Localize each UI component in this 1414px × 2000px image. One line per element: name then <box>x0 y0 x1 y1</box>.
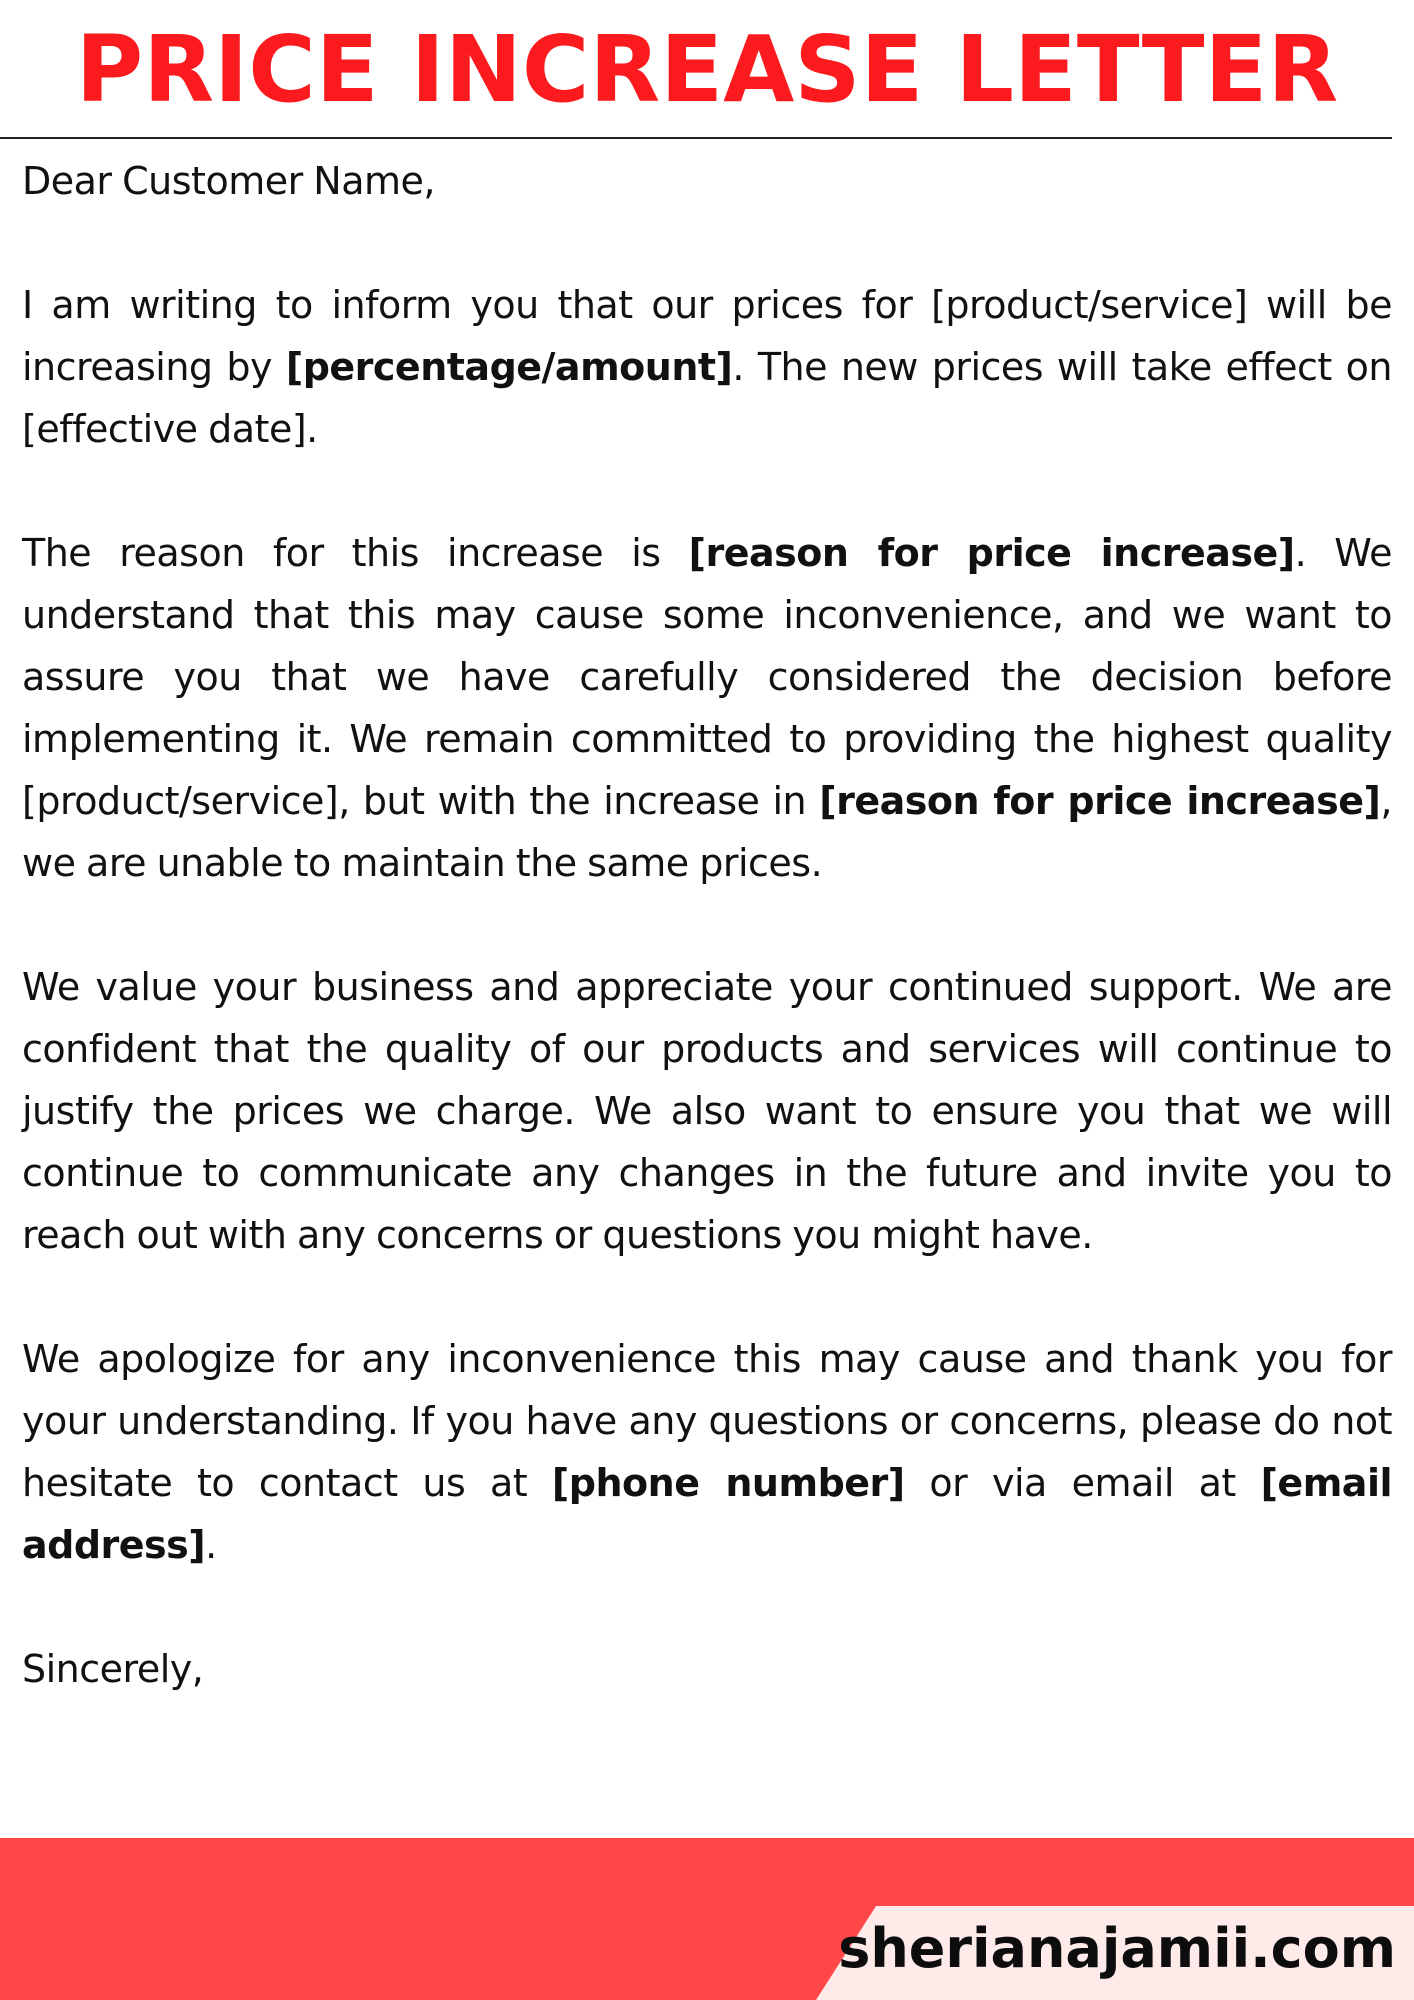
salutation: Dear Customer Name, <box>22 159 435 203</box>
reason-text-1: The reason for this increase is <box>22 531 689 575</box>
announcement-text-2: . The new prices will take effect on [effective date]. <box>22 345 1392 451</box>
page-title: PRICE INCREASE LETTER <box>75 16 1339 123</box>
contact-text-3: . <box>205 1523 217 1567</box>
website-link[interactable]: sherianajamii.com <box>838 1917 1396 1980</box>
percentage-placeholder: [percentage/amount] <box>285 345 733 389</box>
reason-text-2: . We understand that this may cause some inconvenience, and we want to assure you that we have carefully considered the decision before implementing it. We remain committed to providing the highest quality [product/service], but with the increase in <box>22 531 1392 823</box>
reason-placeholder-1: [reason for price increase] <box>688 531 1295 575</box>
paragraph-announcement <box>22 274 1392 460</box>
paragraph-reason <box>22 522 1392 894</box>
reason-text-3: , we are unable to maintain the same prices. <box>22 779 1393 885</box>
contact-text-2: or via email at <box>904 1461 1261 1505</box>
email-placeholder: [email address] <box>22 1461 1392 1567</box>
closing: Sincerely, <box>22 1647 204 1691</box>
letter-body <box>22 150 1392 1762</box>
paragraph-contact <box>22 1328 1392 1576</box>
phone-placeholder: [phone number] <box>551 1461 905 1505</box>
contact-text-1: We apologize for any inconvenience this may cause and thank you for your understanding. If you have any questions or concerns, please do not hesitate to contact us at <box>22 1337 1392 1505</box>
announcement-text-1: I am writing to inform you that our prices for [product/service] will be increasing by <box>22 283 1392 389</box>
reason-placeholder-2: [reason for price increase] <box>819 779 1381 823</box>
title-divider <box>0 137 1392 139</box>
paragraph-appreciation: We value your business and appreciate your continued support. We are confident that the quality of our products and services will continue to justify the prices we charge. We also want to ensure you that we will continue to communicate any changes in the future and invite you to reach out with any concerns or questions you might have. <box>22 965 1392 1257</box>
